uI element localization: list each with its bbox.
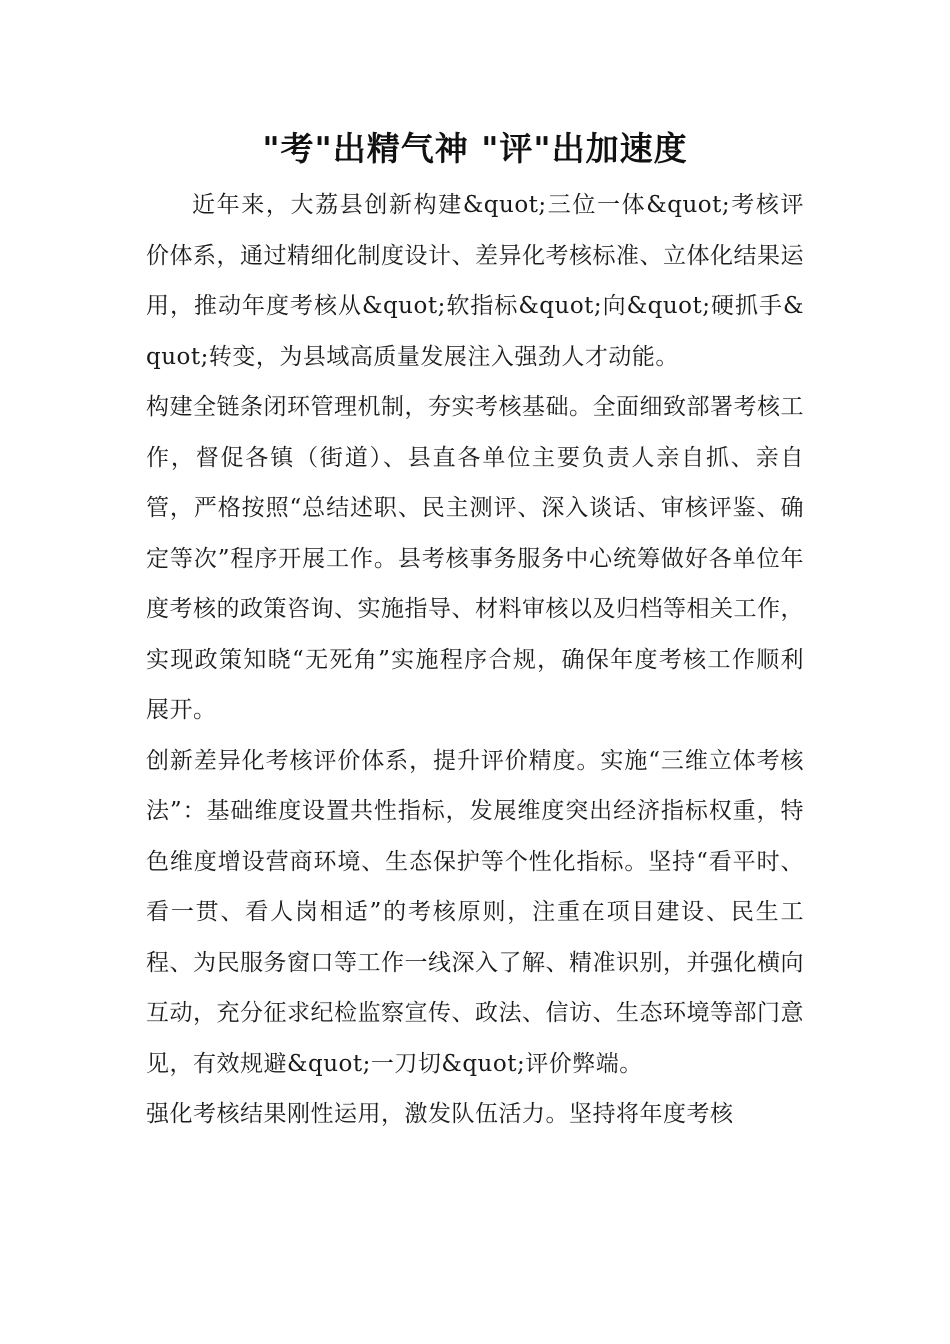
paragraph-results-usage: 强化考核结果刚性运用，激发队伍活力。坚持将年度考核 [146,1101,734,1127]
paragraph-evaluation-system: 创新差异化考核评价体系，提升评价精度。实施“三维立体考核法”：基础维度设置共性指标，发展维度突出经济指标权重，特色维度增设营商环境、生态保护等个性化指标。坚持“看平时、看一贯、看人岗相适”的考核原则，注重在项目建设、民生工程、为民服务窗口等工作一线深入了解、精准识别，并强化横向互动，充分征求纪检监察宣传、政法、信访、生态环境等部门意见，有效规避&quot;一刀切&quot;评价弊端。 [146,747,804,1077]
article-title: "考"出精气神 "评"出加速度 [262,129,688,168]
document-page [146,118,804,1140]
paragraph-intro: 近年来，大荔县创新构建&quot;三位一体&quot;考核评价体系，通过精细化制度设计、差异化考核标准、立体化结果运用，推动年度考核从&quot;软指标&quot;向&quot;硬抓手&quot;转变，为县域高质量发展注入强劲人才动能。 [146,192,804,370]
paragraph-mechanism: 构建全链条闭环管理机制，夯实考核基础。全面细致部署考核工作，督促各镇（街道）、县直各单位主要负责人亲自抓、亲自管，严格按照“总结述职、民主测评、深入谈话、审核评鉴、确定等次”程序开展工作。县考核事务服务中心统筹做好各单位年度考核的政策咨询、实施指导、材料审核以及归档等相关工作，实现政策知晓“无死角”实施程序合规，确保年度考核工作顺利展开。 [146,394,804,723]
